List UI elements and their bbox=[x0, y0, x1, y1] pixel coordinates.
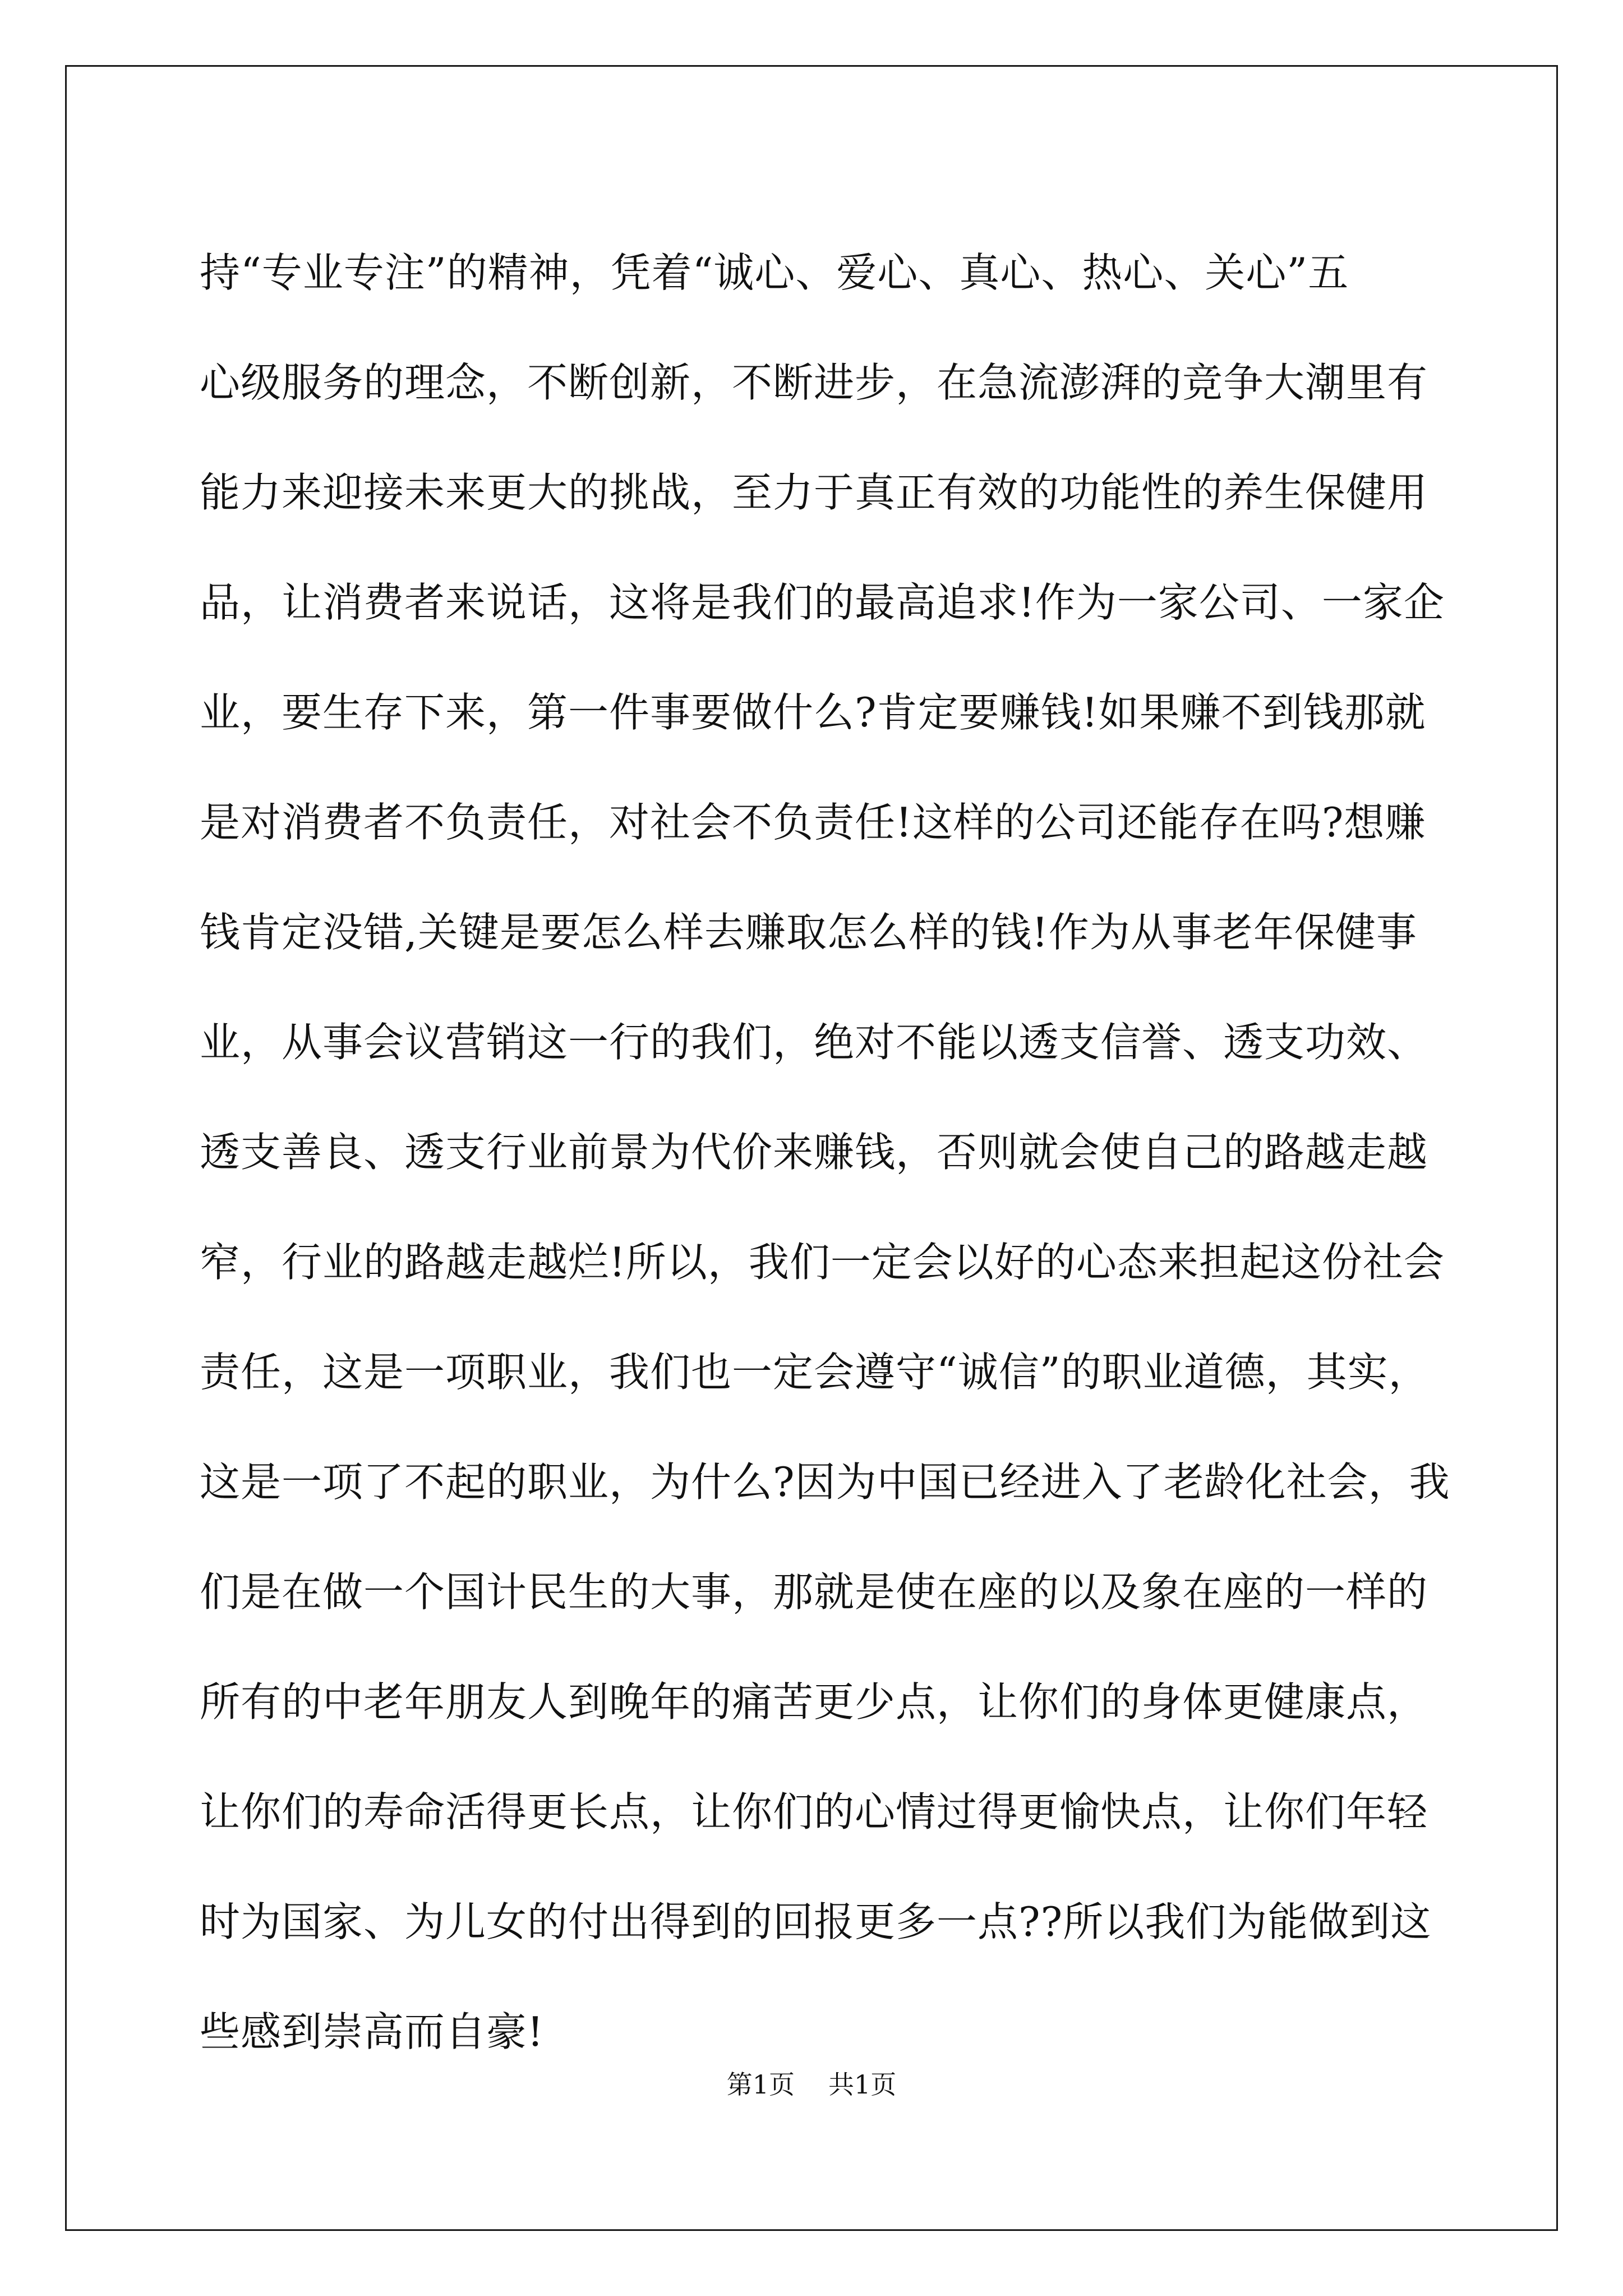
text-line: 们是在做一个国计民生的大事，那就是使在座的以及象在座的一样的 bbox=[200, 1568, 1428, 1616]
text-line: 窄，行业的路越走越烂!所以，我们一定会以好的心态来担起这份社会 bbox=[200, 1239, 1445, 1286]
text-line: 这是一项了不起的职业，为什么?因为中国已经进入了老龄化社会，我 bbox=[200, 1458, 1450, 1506]
text-line: 所有的中老年朋友人到晚年的痛苦更少点，让你们的身体更健康点， bbox=[200, 1678, 1428, 1726]
text-line: 能力来迎接未来更大的挑战，至力于真正有效的功能性的养生保健用 bbox=[200, 469, 1428, 516]
text-line: 心级服务的理念，不断创新，不断进步，在急流澎湃的竞争大潮里有 bbox=[200, 359, 1428, 406]
page-number: 第1页 bbox=[726, 2069, 795, 2100]
text-line: 业，要生存下来，第一件事要做什么?肯定要赚钱!如果赚不到钱那就 bbox=[200, 689, 1426, 736]
text-line: 业，从事会议营销这一行的我们，绝对不能以透支信誉、透支功效、 bbox=[200, 1019, 1428, 1066]
page-footer bbox=[0, 2068, 1623, 2101]
text-line: 责任，这是一项职业，我们也一定会遵守“诚信”的职业道德，其实， bbox=[200, 1349, 1430, 1396]
text-line: 时为国家、为儿女的付出得到的回报更多一点??所以我们为能做到这 bbox=[200, 1898, 1432, 1945]
document-body bbox=[200, 218, 1490, 2087]
text-line: 持“专业专注”的精神，凭着“诚心、爱心、真心、热心、关心”五 bbox=[200, 249, 1349, 296]
page-total: 共1页 bbox=[828, 2069, 897, 2100]
text-line: 透支善良、透支行业前景为代价来赚钱，否则就会使自己的路越走越 bbox=[200, 1129, 1428, 1176]
text-line: 是对消费者不负责任，对社会不负责任!这样的公司还能存在吗?想赚 bbox=[200, 799, 1426, 846]
text-line: 让你们的寿命活得更长点，让你们的心情过得更愉快点，让你们年轻 bbox=[200, 1788, 1428, 1835]
text-line: 品，让消费者来说话，这将是我们的最高追求!作为一家公司、一家企 bbox=[200, 579, 1445, 626]
text-line: 钱肯定没错,关键是要怎么样去赚取怎么样的钱!作为从事老年保健事 bbox=[200, 909, 1417, 956]
text-line: 些感到崇高而自豪! bbox=[200, 2008, 544, 2055]
